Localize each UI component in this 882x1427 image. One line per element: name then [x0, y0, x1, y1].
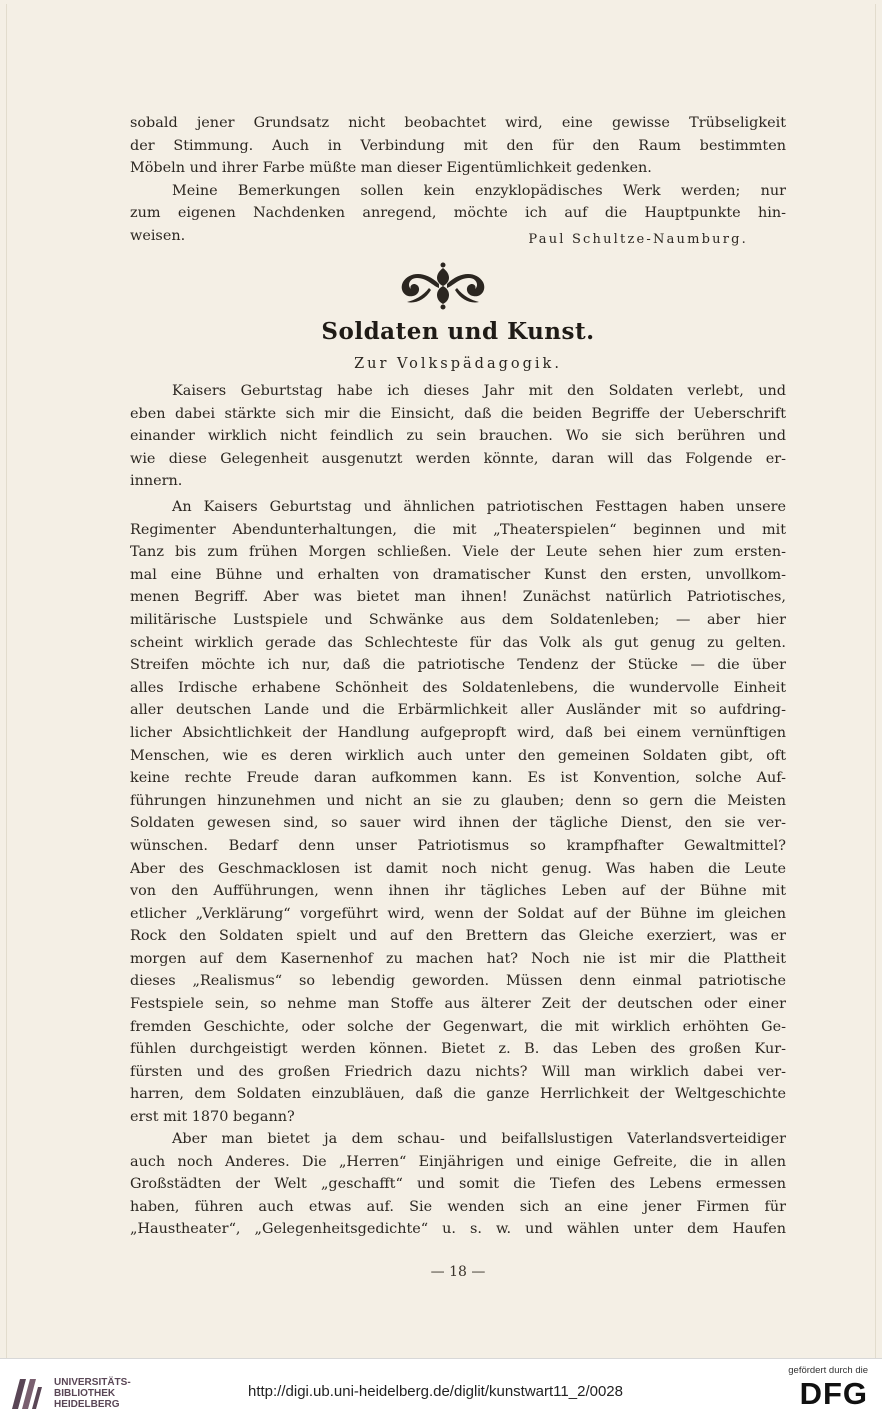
text-line: Kaisers Geburtstag habe ich dieses Jahr mit den Soldaten verlebt, und — [172, 383, 786, 399]
library-name-line: BIBLIOTHEK — [54, 1388, 116, 1399]
text-line: innern. — [130, 473, 183, 490]
viewer-footer — [0, 1358, 882, 1427]
text-line: Regimenter Abendunterhaltungen, die mit „Theaterspielen“ beginnen und mit — [130, 521, 786, 538]
text-line: haben, führen auch etwas auf. Sie wenden sich an eine jener Firmen für — [130, 1198, 786, 1215]
text-line: Menschen, wie es deren wirklich auch unter den gemeinen Soldaten gibt, oft — [130, 747, 786, 764]
text-line: Streifen möchte ich nur, daß die patriotische Tendenz der Stücke — die über — [130, 657, 786, 674]
library-name — [54, 1377, 131, 1410]
text-line: Möbeln und ihrer Farbe müßte man dieser Eigentümlichkeit gedenken. — [130, 160, 652, 177]
text-line: scheint wirklich gerade das Schlechteste für das Volk als gut genug zu gelten. — [130, 634, 786, 651]
library-crest-icon — [8, 1375, 46, 1413]
text-line: Soldaten gewesen sind, so sauer wird ihnen der tägliche Dienst, den sie ver- — [130, 815, 786, 832]
text-line: Tanz bis zum frühen Morgen schließen. Viele der Leute sehen hier zum ersten- — [130, 544, 786, 561]
text-line: mal eine Bühne und erhalten von dramatischer Kunst den ersten, unvollkom- — [130, 566, 786, 583]
text-line: militärische Lustspiele und Schwänke aus dem Soldatenleben; — aber hier — [130, 611, 786, 628]
article-paragraph-3 — [130, 1128, 786, 1241]
text-line: zum eigenen Nachdenken anregend, möchte ich auf die Hauptpunkte hin- — [130, 205, 786, 222]
text-line: dieses „Realismus“ so lebendig geworden. Müssen denn einmal patriotische — [130, 973, 786, 990]
text-line: Rock den Soldaten spielt und auf den Brettern das Gleiche exerziert, was er — [130, 928, 786, 945]
text-line: wie diese Gelegenheit ausgenutzt werden könnte, daran will das Folgende er- — [130, 450, 786, 467]
text-line: keine rechte Freude daran aufkommen kann. Es ist Konvention, solche Auf- — [130, 770, 786, 787]
text-line: morgen auf dem Kasernenhof zu machen hat? Noch nie ist mir die Plattheit — [130, 950, 786, 967]
page-number: — 18 — — [430, 1264, 486, 1280]
text-line: von den Aufführungen, wenn ihnen ihr tägliches Leben auf der Bühne mit — [130, 883, 786, 900]
text-line: führungen hinzunehmen und nicht an sie zu glauben; denn so gern die Meisten — [130, 792, 786, 809]
article-paragraph-2 — [130, 496, 786, 1129]
text-line: wünschen. Bedarf denn unser Patriotismus so krampfhafter Gewaltmittel? — [130, 837, 786, 854]
text-line: Meine Bemerkungen sollen kein enzyklopädisches Werk werden; nur — [172, 182, 786, 199]
text-line: Aber man bietet ja dem schau- und beifallslustigen Vaterlandsverteidiger — [172, 1131, 786, 1147]
text-line: aller deutschen Lande und die Erbärmlichkeit aller Ausländer mit so aufdring- — [130, 702, 786, 719]
text-line: Aber des Geschmacklosen ist damit noch nicht genug. Was haben die Leute — [130, 860, 786, 877]
text-line: einander wirklich nicht feindlich zu sein brauchen. Wo sie sich berühren und — [130, 428, 786, 445]
text-line: fremden Geschichte, oder solche der Gegenwart, die mit wirklich erhöhten Ge- — [130, 1018, 786, 1035]
text-line: der Stimmung. Auch in Verbindung mit den für den Raum bestimmten — [130, 137, 786, 154]
permalink-url[interactable]: http://digi.ub.uni-heidelberg.de/diglit/kunstwart11_2/0028 — [248, 1383, 623, 1400]
text-line: „Haustheater“, „Gelegenheitsgedichte“ u. s. w. und wählen unter dem Haufen — [130, 1221, 786, 1238]
library-logo[interactable] — [8, 1371, 131, 1417]
text-line: menen Begriff. Aber was bietet man ihnen! Zunächst natürlich Patriotisches, — [130, 589, 786, 606]
signature-row — [130, 225, 786, 248]
article-paragraph-1 — [130, 380, 786, 493]
text-line: sobald jener Grundsatz nicht beobachtet wird, eine gewisse Trübseligkeit — [130, 115, 786, 131]
text-line: weisen. — [130, 227, 186, 244]
text-line: auch noch Anderes. Die „Herren“ Einjährigen und einige Gefreite, die in allen — [130, 1153, 786, 1170]
library-name-line: HEIDELBERG — [54, 1399, 120, 1410]
funding-caption: gefördert durch die — [788, 1365, 868, 1376]
text-line: erst mit 1870 begann? — [130, 1109, 295, 1126]
text-line: eben dabei stärkte sich mir die Einsicht, daß die beiden Begriffe der Ueberschrift — [130, 405, 786, 422]
article-title: Soldaten und Kunst. — [321, 318, 595, 345]
text-line: An Kaisers Geburtstag und ähnlichen patriotischen Festtagen haben unsere — [172, 499, 786, 515]
text-line: Großstädten der Welt „geschafft“ und somit die Tiefen des Lebens ermessen — [130, 1176, 786, 1193]
text-line: etlicher „Verklärung“ vorgeführt wird, wenn der Soldat auf der Bühne im gleichen — [130, 905, 786, 922]
text-line: Festspiele sein, so nehme man Stoffe aus älterer Zeit der deutschen oder einer — [130, 996, 786, 1013]
ornament-icon — [395, 260, 491, 310]
text-line: licher Absichtlichkeit der Handlung aufgepropft wird, daß bei einem vernünftigen — [130, 724, 786, 741]
library-name-line: UNIVERSITÄTS- — [54, 1377, 131, 1388]
text-line: fürsten und des großen Friedrich dazu nichts? Will man wirklich dabei ver- — [130, 1063, 786, 1080]
text-line: harren, dem Soldaten einzubläuen, daß die ganze Herrlichkeit der Weltgeschichte — [130, 1086, 786, 1103]
author-signature: Paul Schultze-Naumburg. — [528, 231, 748, 247]
top-text-block — [130, 112, 786, 248]
dfg-logo: DFG — [799, 1376, 868, 1411]
article-subtitle: Zur Volkspädagogik. — [354, 356, 562, 372]
text-line: alles Irdische erhabene Schönheit des Soldatenlebens, die wundervolle Einheit — [130, 679, 786, 696]
funding-notice[interactable] — [748, 1365, 868, 1412]
text-line: fühlen durchgeistigt werden können. Bietet z. B. das Leben des großen Kur- — [130, 1041, 786, 1058]
